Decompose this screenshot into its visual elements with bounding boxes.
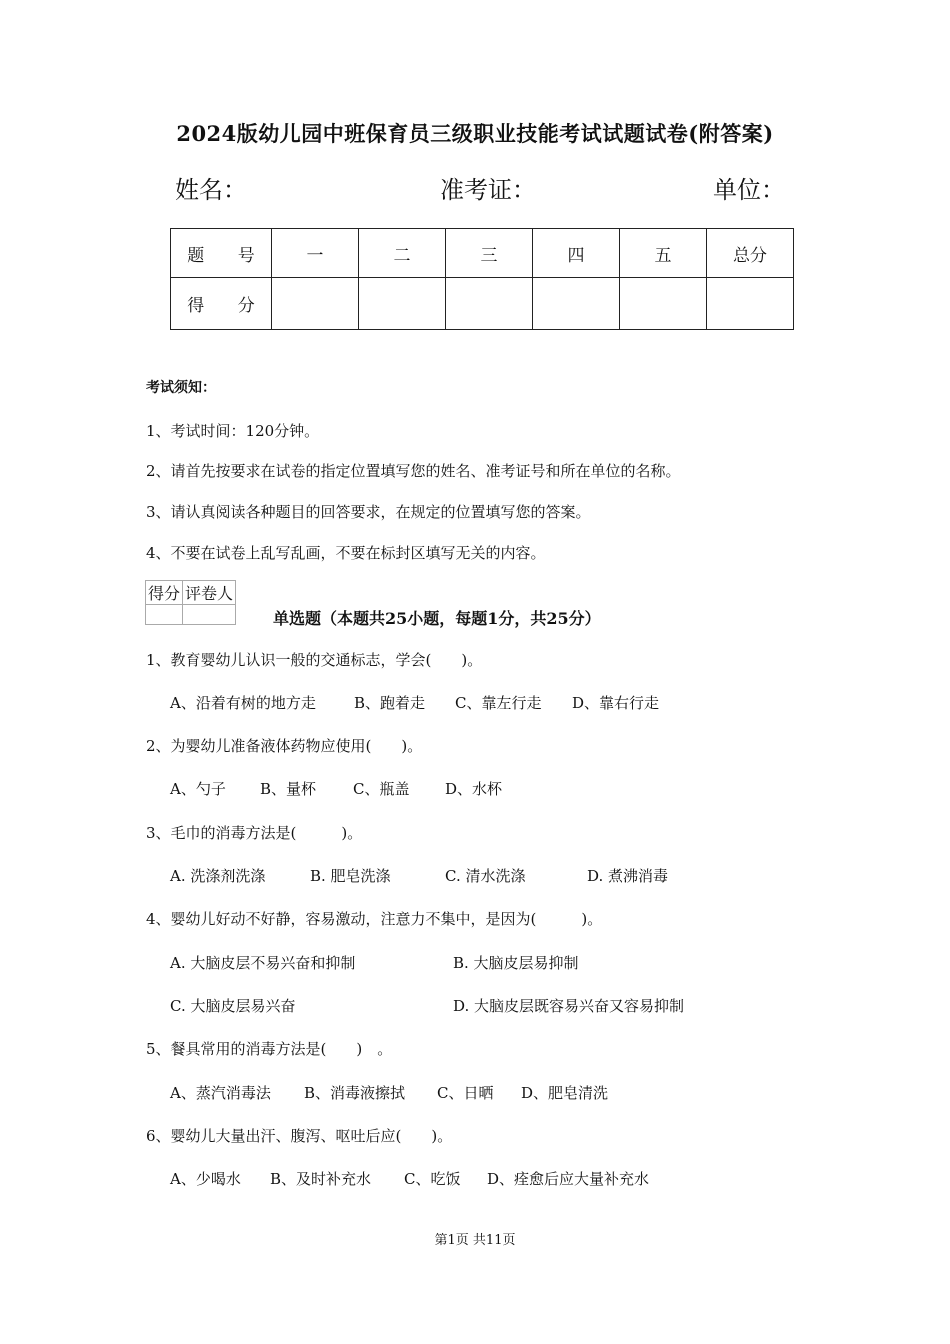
section-title: 单选题（本题共25小题，每题1分，共25分） xyxy=(273,609,601,628)
option-c: C、靠左行走 xyxy=(455,694,542,712)
score-table xyxy=(170,228,794,330)
option-b: B. 大脑皮层易抑制 xyxy=(453,954,579,972)
option-c: C、日晒 xyxy=(437,1084,494,1102)
page-footer: 第1页 共11页 xyxy=(434,1233,516,1248)
question-options xyxy=(170,692,659,713)
score-cell[interactable] xyxy=(533,278,620,330)
notice-item: 3、请认真阅读各种题目的回答要求，在规定的位置填写您的答案。 xyxy=(146,503,591,521)
score-cell[interactable] xyxy=(446,278,533,330)
name-field-label: 姓名： xyxy=(175,176,247,204)
option-a: A、少喝水 xyxy=(170,1170,241,1188)
score-table-header-row xyxy=(171,229,794,278)
score-cell[interactable] xyxy=(620,278,707,330)
question-text: 5、餐具常用的消毒方法是( ) 。 xyxy=(146,1040,393,1058)
option-d: D、靠右行走 xyxy=(572,694,660,712)
question-options xyxy=(170,778,502,799)
grader-reviewer-label: 评卷人 xyxy=(183,581,236,605)
option-c: C、吃饭 xyxy=(404,1170,461,1188)
notice-item: 4、不要在试卷上乱写乱画，不要在标封区填写无关的内容。 xyxy=(146,544,546,562)
grader-score-label: 得分 xyxy=(146,581,183,605)
score-table-header-cell: 二 xyxy=(359,229,446,278)
question-options xyxy=(170,995,684,1016)
grader-table xyxy=(145,580,236,625)
grader-reviewer-cell[interactable] xyxy=(183,605,236,625)
score-table-header-cell: 一 xyxy=(272,229,359,278)
question-options xyxy=(170,1168,649,1189)
unit-field-label: 单位： xyxy=(713,176,785,204)
option-c: C、瓶盖 xyxy=(353,780,410,798)
grader-score-cell[interactable] xyxy=(146,605,183,625)
question-text: 2、为婴幼儿准备液体药物应使用( )。 xyxy=(146,737,423,755)
question-text: 3、毛巾的消毒方法是( )。 xyxy=(146,824,363,842)
score-table-score-row xyxy=(171,278,794,330)
option-b: B、跑着走 xyxy=(354,694,426,712)
option-d: D、肥皂清洗 xyxy=(521,1084,609,1102)
score-table-header-cell: 三 xyxy=(446,229,533,278)
option-b: B、及时补充水 xyxy=(270,1170,372,1188)
option-b: B、量杯 xyxy=(260,780,317,798)
option-a: A. 大脑皮层不易兴奋和抑制 xyxy=(170,954,356,972)
exam-number-field-label: 准考证： xyxy=(440,176,536,204)
notice-item: 2、请首先按要求在试卷的指定位置填写您的姓名、准考证号和所在单位的名称。 xyxy=(146,462,681,480)
notice-item: 1、考试时间：120分钟。 xyxy=(146,422,320,440)
question-text: 1、教育婴幼儿认识一般的交通标志，学会( )。 xyxy=(146,651,483,669)
score-cell[interactable] xyxy=(707,278,794,330)
question-text: 6、婴幼儿大量出汗、腹泻、呕吐后应( )。 xyxy=(146,1127,453,1145)
score-cell[interactable] xyxy=(272,278,359,330)
option-d: D. 煮沸消毒 xyxy=(587,867,669,885)
score-table-row-label: 得 分 xyxy=(171,278,272,330)
score-table-header-label: 题 号 xyxy=(171,229,272,278)
option-d: D、水杯 xyxy=(445,780,503,798)
option-a: A、蒸汽消毒法 xyxy=(170,1084,271,1102)
option-d: D、痊愈后应大量补充水 xyxy=(487,1170,650,1188)
option-a: A、沿着有树的地方走 xyxy=(170,694,316,712)
question-options xyxy=(170,952,579,973)
option-c: C. 大脑皮层易兴奋 xyxy=(170,997,296,1015)
page-title: 2024版幼儿园中班保育员三级职业技能考试试题试卷(附答案) xyxy=(176,121,774,146)
score-table-header-cell: 总分 xyxy=(707,229,794,278)
score-table-header-cell: 四 xyxy=(533,229,620,278)
score-cell[interactable] xyxy=(359,278,446,330)
option-b: B. 肥皂洗涤 xyxy=(310,867,391,885)
option-d: D. 大脑皮层既容易兴奋又容易抑制 xyxy=(453,997,685,1015)
question-options xyxy=(170,865,668,886)
question-options xyxy=(170,1082,608,1103)
question-text: 4、婴幼儿好动不好静，容易激动，注意力不集中，是因为( )。 xyxy=(146,910,603,928)
option-a: A、勺子 xyxy=(170,780,226,798)
option-c: C. 清水洗涤 xyxy=(445,867,526,885)
option-b: B、消毒液擦拭 xyxy=(304,1084,406,1102)
option-a: A. 洗涤剂洗涤 xyxy=(170,867,266,885)
notice-title: 考试须知： xyxy=(146,380,216,396)
score-table-header-cell: 五 xyxy=(620,229,707,278)
